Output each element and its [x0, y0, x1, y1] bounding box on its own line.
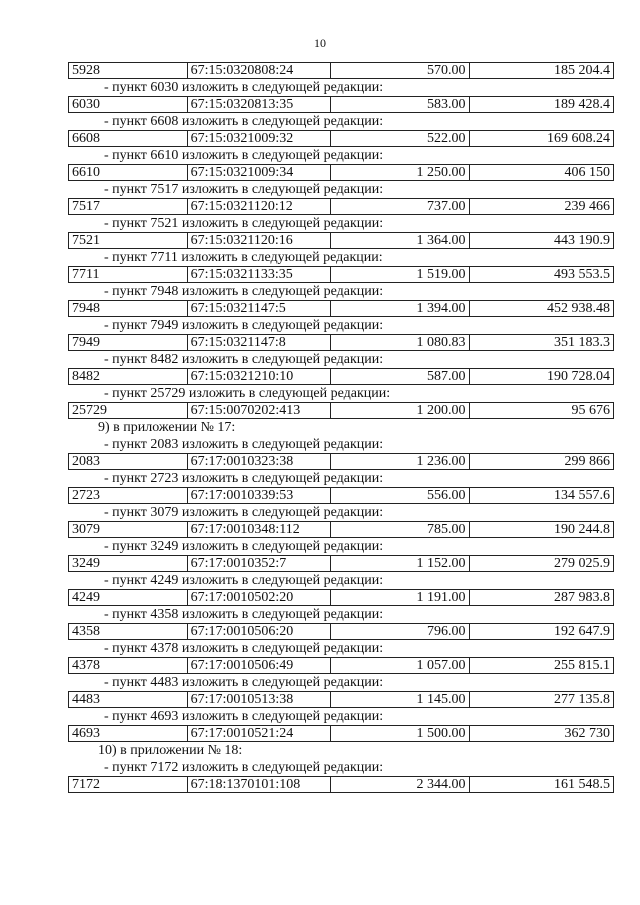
item-number-cell: 4378 — [69, 658, 188, 673]
table-row — [68, 487, 614, 504]
table-row — [68, 266, 614, 283]
area-cell: 556.00 — [331, 488, 469, 503]
cadastral-number-cell: 67:15:0070202:413 — [188, 403, 331, 418]
item-number-cell: 2083 — [69, 454, 188, 469]
cadastral-number-cell: 67:15:0321009:32 — [188, 131, 331, 146]
amendment-instruction: - пункт 6608 изложить в следующей редакции: — [104, 114, 384, 129]
area-cell: 1 364.00 — [331, 233, 469, 248]
value-cell: 192 647.9 — [553, 624, 610, 639]
area-cell: 1 152.00 — [331, 556, 469, 571]
value-cell: 299 866 — [564, 454, 610, 469]
table-row — [68, 453, 614, 470]
item-number-cell: 6030 — [69, 97, 188, 112]
item-number-cell: 4249 — [69, 590, 188, 605]
table-row — [68, 62, 614, 79]
table-row — [68, 368, 614, 385]
item-number-cell: 7517 — [69, 199, 188, 214]
amendment-instruction: - пункт 6610 изложить в следующей редакции: — [104, 148, 384, 163]
area-cell: 1 200.00 — [331, 403, 469, 418]
cadastral-number-cell: 67:17:0010339:53 — [188, 488, 331, 503]
cadastral-number-cell: 67:18:1370101:108 — [188, 777, 331, 792]
area-cell: 1 191.00 — [331, 590, 469, 605]
cadastral-number-cell: 67:17:0010506:49 — [188, 658, 331, 673]
value-cell: 279 025.9 — [553, 556, 610, 571]
table-row — [68, 691, 614, 708]
item-number-cell: 7172 — [69, 777, 188, 792]
area-cell: 1 145.00 — [331, 692, 469, 707]
cadastral-number-cell: 67:17:0010323:38 — [188, 454, 331, 469]
cadastral-number-cell: 67:17:0010352:7 — [188, 556, 331, 571]
item-number-cell: 7949 — [69, 335, 188, 350]
table-row — [68, 623, 614, 640]
value-cell: 362 730 — [564, 726, 610, 741]
amendment-instruction: - пункт 7172 изложить в следующей редакции: — [104, 760, 384, 775]
item-number-cell: 4693 — [69, 726, 188, 741]
table-row — [68, 521, 614, 538]
item-number-cell: 4483 — [69, 692, 188, 707]
area-cell: 570.00 — [331, 63, 469, 78]
cadastral-number-cell: 67:15:0320813:35 — [188, 97, 331, 112]
item-number-cell: 6610 — [69, 165, 188, 180]
area-cell: 785.00 — [331, 522, 469, 537]
table-row — [68, 130, 614, 147]
table-row — [68, 198, 614, 215]
item-number-cell: 6608 — [69, 131, 188, 146]
area-cell: 1 500.00 — [331, 726, 469, 741]
cadastral-number-cell: 67:15:0321133:35 — [188, 267, 331, 282]
item-number-cell: 3079 — [69, 522, 188, 537]
value-cell: 185 204.4 — [553, 63, 610, 78]
amendment-instruction: - пункт 6030 изложить в следующей редакции: — [104, 80, 384, 95]
cadastral-number-cell: 67:15:0321120:16 — [188, 233, 331, 248]
value-cell: 452 938.48 — [546, 301, 610, 316]
value-cell: 406 150 — [564, 165, 610, 180]
value-cell: 134 557.6 — [553, 488, 610, 503]
value-cell: 239 466 — [564, 199, 610, 214]
value-cell: 277 135.8 — [553, 692, 610, 707]
amendment-instruction: - пункт 2083 изложить в следующей редакции: — [104, 437, 384, 452]
item-number-cell: 4358 — [69, 624, 188, 639]
cadastral-number-cell: 67:17:0010513:38 — [188, 692, 331, 707]
amendment-list — [68, 62, 614, 793]
value-cell: 493 553.5 — [553, 267, 610, 282]
amendment-instruction: - пункт 4693 изложить в следующей редакции: — [104, 709, 384, 724]
table-row — [68, 334, 614, 351]
area-cell: 1 250.00 — [331, 165, 469, 180]
cadastral-number-cell: 67:15:0321147:8 — [188, 335, 331, 350]
item-number-cell: 8482 — [69, 369, 188, 384]
table-row — [68, 555, 614, 572]
table-row — [68, 232, 614, 249]
item-number-cell: 7711 — [69, 267, 188, 282]
area-cell: 522.00 — [331, 131, 469, 146]
area-cell: 1 057.00 — [331, 658, 469, 673]
cadastral-number-cell: 67:15:0321120:12 — [188, 199, 331, 214]
item-number-cell: 7521 — [69, 233, 188, 248]
item-number-cell: 7948 — [69, 301, 188, 316]
table-row — [68, 589, 614, 606]
item-number-cell: 25729 — [69, 403, 188, 418]
item-number-cell: 5928 — [69, 63, 188, 78]
value-cell: 95 676 — [571, 403, 610, 418]
area-cell: 1 080.83 — [331, 335, 469, 350]
cadastral-number-cell: 67:15:0321210:10 — [188, 369, 331, 384]
cadastral-number-cell: 67:17:0010506:20 — [188, 624, 331, 639]
cadastral-number-cell: 67:15:0321147:5 — [188, 301, 331, 316]
amendment-instruction: - пункт 3249 изложить в следующей редакции: — [104, 539, 384, 554]
section-heading: 10) в приложении № 18: — [98, 743, 243, 758]
area-cell: 1 519.00 — [331, 267, 469, 282]
amendment-instruction: - пункт 3079 изложить в следующей редакции: — [104, 505, 384, 520]
area-cell: 737.00 — [331, 199, 469, 214]
table-row — [68, 776, 614, 793]
amendment-instruction: - пункт 4483 изложить в следующей редакции: — [104, 675, 384, 690]
amendment-instruction: - пункт 7948 изложить в следующей редакции: — [104, 284, 384, 299]
amendment-instruction: - пункт 4378 изложить в следующей редакции: — [104, 641, 384, 656]
value-cell: 190 728.04 — [546, 369, 610, 384]
value-cell: 161 548.5 — [553, 777, 610, 792]
amendment-instruction: - пункт 7517 изложить в следующей редакции: — [104, 182, 384, 197]
cadastral-number-cell: 67:17:0010502:20 — [188, 590, 331, 605]
page-number: 10 — [314, 36, 326, 50]
table-row — [68, 402, 614, 419]
area-cell: 2 344.00 — [331, 777, 469, 792]
item-number-cell: 2723 — [69, 488, 188, 503]
value-cell: 169 608.24 — [546, 131, 610, 146]
cadastral-number-cell: 67:17:0010521:24 — [188, 726, 331, 741]
item-number-cell: 3249 — [69, 556, 188, 571]
amendment-instruction: - пункт 7711 изложить в следующей редакции: — [104, 250, 383, 265]
value-cell: 443 190.9 — [553, 233, 610, 248]
area-cell: 583.00 — [331, 97, 469, 112]
area-cell: 1 394.00 — [331, 301, 469, 316]
section-heading: 9) в приложении № 17: — [98, 420, 236, 435]
table-row — [68, 96, 614, 113]
amendment-instruction: - пункт 7949 изложить в следующей редакции: — [104, 318, 384, 333]
amendment-instruction: - пункт 2723 изложить в следующей редакции: — [104, 471, 384, 486]
value-cell: 351 183.3 — [553, 335, 610, 350]
area-cell: 796.00 — [331, 624, 469, 639]
cadastral-number-cell: 67:15:0321009:34 — [188, 165, 331, 180]
value-cell: 287 983.8 — [553, 590, 610, 605]
table-row — [68, 657, 614, 674]
cadastral-number-cell: 67:17:0010348:112 — [188, 522, 331, 537]
value-cell: 255 815.1 — [553, 658, 610, 673]
amendment-instruction: - пункт 8482 изложить в следующей редакции: — [104, 352, 384, 367]
area-cell: 1 236.00 — [331, 454, 469, 469]
amendment-instruction: - пункт 7521 изложить в следующей редакции: — [104, 216, 384, 231]
table-row — [68, 164, 614, 181]
amendment-instruction: - пункт 4249 изложить в следующей редакции: — [104, 573, 384, 588]
table-row — [68, 300, 614, 317]
value-cell: 189 428.4 — [553, 97, 610, 112]
area-cell: 587.00 — [331, 369, 469, 384]
table-row — [68, 725, 614, 742]
amendment-instruction: - пункт 4358 изложить в следующей редакции: — [104, 607, 384, 622]
value-cell: 190 244.8 — [553, 522, 610, 537]
amendment-instruction: - пункт 25729 изложить в следующей редакции: — [104, 386, 391, 401]
cadastral-number-cell: 67:15:0320808:24 — [188, 63, 331, 78]
